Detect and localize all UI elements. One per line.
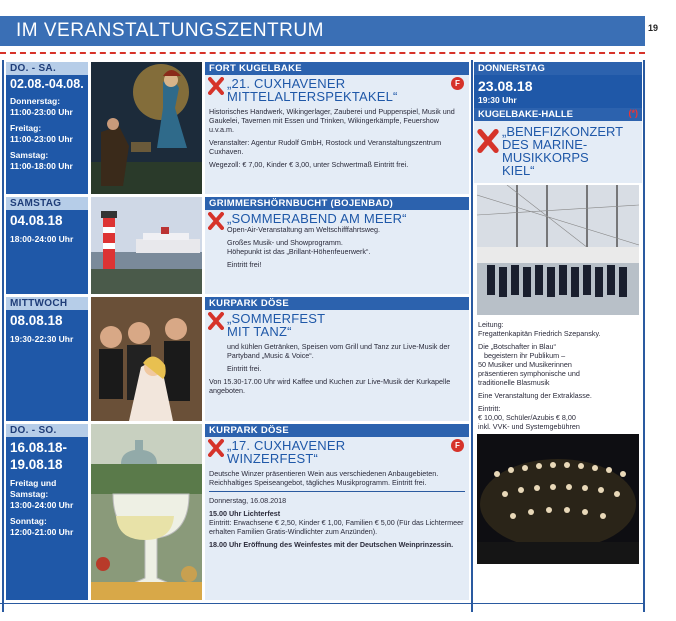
time-value: 13:00-24:00 Uhr — [10, 500, 74, 510]
event-title-line: „SOMMERABEND AM MEER“ — [227, 211, 407, 226]
time-value: 11:00-23:00 Uhr — [10, 107, 73, 117]
event-title-line: MITTELALTERSPEKTAKEL“ — [227, 89, 398, 104]
date-box-sommerabend — [6, 197, 88, 294]
event-venue: GRIMMERSHÖRNBUCHT (BOJENBAD) — [205, 197, 469, 210]
event-opening: 18.00 Uhr Eröffnung des Weinfestes mit der Deutschen Weinprinzessin. — [209, 540, 454, 549]
event-mittelalter — [205, 62, 469, 194]
event-organizer: Veranstalter: Agentur Rudolf GmbH, Rostock und Veranstaltungszentrum Cuxhaven. — [209, 138, 442, 156]
concert-text: traditionelle Blasmusik — [478, 378, 550, 387]
photo-orchestra-stage — [477, 434, 639, 564]
cross-mark-icon — [208, 77, 224, 95]
event-title-line: MIT TANZ“ — [227, 324, 292, 339]
f-badge-icon: F — [451, 77, 464, 90]
cross-mark-icon — [208, 439, 224, 457]
f-badge-icon: F — [451, 439, 464, 452]
event-title — [205, 310, 469, 338]
event-description: Deutsche Winzer präsentieren Wein aus verschiedenen Anbaugebieten. Reichhaltiges Speiseangebot, tägliches Musikprogramm. Eintritt frei. — [209, 469, 439, 487]
section-title: IM VERANSTALTUNGSZENTRUM — [16, 20, 324, 41]
concert-title-line: KIEL“ — [502, 163, 535, 178]
date-head: DO. - SA. — [6, 62, 88, 75]
event-time-detail: 15.00 Uhr Lichterfest — [209, 509, 281, 518]
concert-marker: (*) — [628, 108, 638, 118]
concert-venue-label: KUGELBAKE-HALLE — [478, 109, 573, 120]
date-box-mittelalter — [6, 62, 88, 194]
bottom-frame-line — [0, 603, 645, 604]
cross-mark-icon — [208, 312, 224, 330]
event-date-detail: Donnerstag, 16.08.2018 — [209, 496, 287, 505]
time-value: 18:00-24:00 Uhr — [10, 234, 74, 244]
concert-price-label: Eintritt: — [478, 404, 501, 413]
concert-column — [474, 62, 642, 564]
middle-frame-line — [471, 60, 473, 612]
time-value: 19:30-22:30 Uhr — [10, 334, 74, 344]
event-sommerabend — [205, 197, 469, 294]
concert-price-note: inkl. VVK- und Systemgebühren — [478, 422, 580, 431]
date-head: DO. - SO. — [6, 424, 88, 437]
event-description: Großes Musik- und Showprogramm. — [227, 238, 343, 247]
concert-title-line: „BENEFIZKONZERT — [502, 124, 624, 139]
concert-text: Die „Botschafter in Blau“ — [478, 342, 556, 351]
event-title — [205, 437, 469, 465]
event-venue: KURPARK DÖSE — [205, 424, 469, 437]
event-title-line: „21. CUXHAVENER — [227, 76, 346, 91]
time-label: Samstag: — [10, 489, 49, 499]
event-title-line: „SOMMERFEST — [227, 311, 326, 326]
concert-date: 23.08.18 — [478, 78, 533, 94]
time-label: Sonntag: — [10, 516, 47, 526]
event-sommerfest — [205, 297, 469, 421]
page-number: 19 — [648, 23, 659, 33]
event-description: und kühlen Getränken, Speisen vom Grill und Tanz zur Live-Musik der Partyband „Music & Voice“. — [227, 342, 450, 360]
concert-leader: Fregattenkapitän Friedrich Szepansky. — [478, 329, 601, 338]
section-banner — [0, 16, 645, 46]
time-label: Freitag: — [10, 123, 42, 133]
concert-title-line: MUSIKKORPS — [502, 150, 589, 165]
left-frame-line — [2, 60, 4, 612]
date-head: MITTWOCH — [6, 297, 88, 310]
event-price: Eintritt: Erwachsene € 2,50, Kinder € 1,00, Familien € 5,00 (Für das Lichtermeer erhalten Familien Gratis-Windlichter zum Anzünden). — [209, 518, 464, 536]
concert-text: präsentieren symphonische und — [478, 369, 580, 378]
date-big: 16.08.18- — [10, 440, 68, 455]
event-title — [205, 75, 469, 103]
event-subtitle: Open-Air-Veranstaltung am Weltschifffahrtsweg. — [227, 225, 381, 234]
time-value: 11:00-18:00 Uhr — [10, 161, 73, 171]
event-divider — [209, 491, 465, 492]
concert-time: 19:30 Uhr — [478, 95, 517, 105]
event-venue: KURPARK DÖSE — [205, 297, 469, 310]
event-title-line: „17. CUXHAVENER — [227, 438, 346, 453]
concert-leader-label: Leitung: — [478, 320, 504, 329]
concert-text: 50 Musiker und Musikerinnen — [478, 360, 572, 369]
event-price: Eintritt frei. — [227, 364, 262, 373]
date-box-sommerfest — [6, 297, 88, 421]
date-box-winzerfest — [6, 424, 88, 600]
event-title — [205, 210, 469, 225]
photo-wine-glass — [91, 424, 202, 600]
time-label: Donnerstag: — [10, 96, 61, 106]
event-extra: Von 15.30-17.00 Uhr wird Kaffee und Kuchen zur Live-Musik der Kurkapelle angeboten. — [209, 377, 451, 395]
event-price: Wegezoll: € 7,00, Kinder € 3,00, unter Schwertmaß Eintritt frei. — [209, 160, 409, 169]
date-big: 04.08.18 — [10, 213, 63, 228]
right-frame-line — [643, 60, 645, 612]
photo-marine-band-ship — [477, 185, 639, 315]
concert-title-line: DES MARINE- — [502, 137, 588, 152]
concert-text: begeistern ihr Publikum – — [484, 351, 566, 360]
banner-dashed-divider — [0, 52, 645, 54]
event-description: Höhepunkt ist das „Brillant-Höhenfeuerwerk“. — [227, 247, 371, 256]
concert-price: € 10,00, Schüler/Azubis € 8,00 — [478, 413, 576, 422]
event-winzerfest — [205, 424, 469, 600]
time-value: 12:00-21:00 Uhr — [10, 527, 74, 537]
concert-venue — [474, 108, 642, 121]
photo-lighthouse-ship — [91, 197, 202, 294]
photo-party-band — [91, 297, 202, 421]
event-title-line: WINZERFEST“ — [227, 451, 319, 466]
date-head: SAMSTAG — [6, 197, 88, 210]
event-venue: FORT KUGELBAKE — [205, 62, 469, 75]
time-value: 11:00-23:00 Uhr — [10, 134, 73, 144]
concert-title — [474, 121, 642, 183]
time-label: Samstag: — [10, 150, 49, 160]
event-description: Historisches Handwerk, Wikingerlager, Zauberei und Puppenspiel, Musik und Gaukelei, Tavernen mit Essen und Trinken, Wikingerkämpfe, Feuershow u.v.a.m. — [209, 107, 455, 134]
photo-mittelalter-performers — [91, 62, 202, 194]
date-big: 08.08.18 — [10, 313, 63, 328]
concert-date-box — [474, 62, 642, 108]
event-price: Eintritt frei! — [227, 260, 262, 269]
date-range: 02.08.-04.08. — [10, 77, 84, 91]
concert-day: DONNERSTAG — [474, 62, 642, 75]
cross-mark-icon — [208, 212, 224, 230]
concert-text: Eine Veranstaltung der Extraklasse. — [478, 391, 592, 400]
time-label: Freitag und — [10, 478, 57, 488]
date-big: 19.08.18 — [10, 457, 63, 472]
cross-mark-icon — [477, 129, 499, 153]
